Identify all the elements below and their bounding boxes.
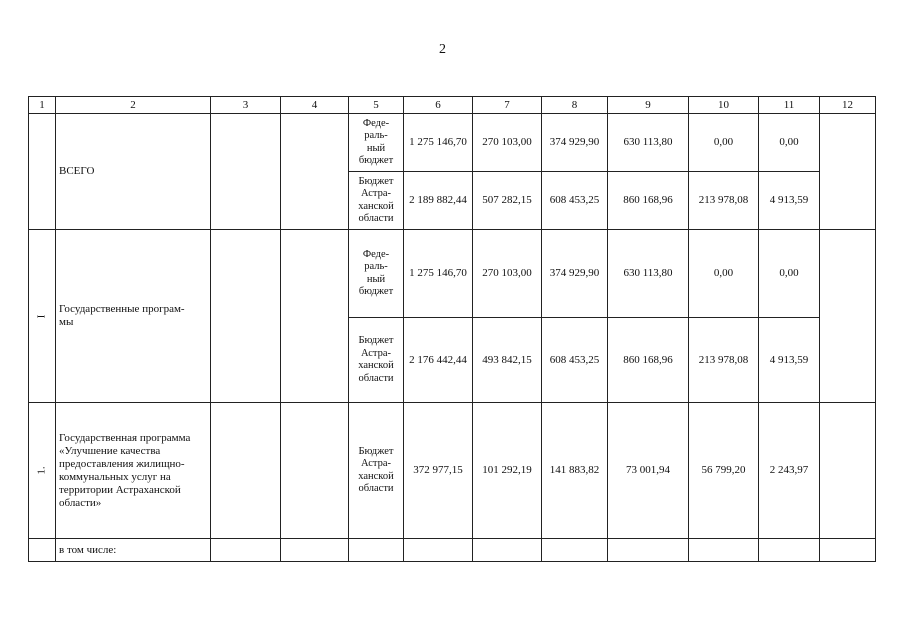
value-cell: 73 001,94: [608, 403, 689, 539]
including-label: в том числе:: [56, 539, 211, 562]
table-row: [29, 539, 876, 562]
funding-source: Феде- раль- ный бюджет: [349, 114, 404, 172]
empty-cell: [29, 539, 56, 562]
funding-source: Феде- раль- ный бюджет: [349, 230, 404, 318]
empty-cell: [820, 539, 876, 562]
table-row: [29, 114, 876, 172]
row-name: ВСЕГО: [56, 114, 211, 230]
col-header-6: 6: [404, 97, 473, 114]
column-number-row: [29, 97, 876, 114]
value-cell: 507 282,15: [473, 172, 542, 230]
empty-cell: [542, 539, 608, 562]
funding-source: Бюджет Астра- ханской области: [349, 318, 404, 403]
value-cell: 2 189 882,44: [404, 172, 473, 230]
col-header-9: 9: [608, 97, 689, 114]
budget-table: [28, 96, 876, 562]
row-number: I: [35, 314, 48, 318]
row-name: Государственные програм- мы: [56, 230, 211, 403]
value-cell: 4 913,59: [759, 172, 820, 230]
col-header-11: 11: [759, 97, 820, 114]
empty-cell: [281, 539, 349, 562]
value-cell: 372 977,15: [404, 403, 473, 539]
table-row: [29, 403, 876, 539]
value-cell: 0,00: [689, 114, 759, 172]
value-cell: 56 799,20: [689, 403, 759, 539]
funding-source: Бюджет Астра- ханской области: [349, 403, 404, 539]
empty-cell: [281, 114, 349, 230]
empty-cell: [608, 539, 689, 562]
value-cell: 0,00: [759, 114, 820, 172]
funding-source: Бюджет Астра- ханской области: [349, 172, 404, 230]
empty-cell: [211, 539, 281, 562]
value-cell: 0,00: [689, 230, 759, 318]
empty-cell: [211, 403, 281, 539]
empty-cell: [473, 539, 542, 562]
value-cell: 374 929,90: [542, 230, 608, 318]
col-header-7: 7: [473, 97, 542, 114]
empty-cell: [281, 230, 349, 403]
col-header-5: 5: [349, 97, 404, 114]
row-number-cell: [29, 403, 56, 539]
value-cell: 101 292,19: [473, 403, 542, 539]
value-cell: 4 913,59: [759, 318, 820, 403]
empty-cell: [349, 539, 404, 562]
empty-cell: [211, 230, 281, 403]
row-number: 1.: [35, 466, 48, 475]
value-cell: 2 176 442,44: [404, 318, 473, 403]
value-cell: 1 275 146,70: [404, 230, 473, 318]
value-cell: 630 113,80: [608, 230, 689, 318]
empty-cell: [820, 403, 876, 539]
table-row: [29, 230, 876, 318]
value-cell: 860 168,96: [608, 318, 689, 403]
col-header-3: 3: [211, 97, 281, 114]
col-header-12: 12: [820, 97, 876, 114]
empty-cell: [820, 230, 876, 403]
value-cell: 2 243,97: [759, 403, 820, 539]
col-header-2: 2: [56, 97, 211, 114]
value-cell: 270 103,00: [473, 114, 542, 172]
empty-cell: [281, 403, 349, 539]
value-cell: 630 113,80: [608, 114, 689, 172]
value-cell: 608 453,25: [542, 318, 608, 403]
value-cell: 860 168,96: [608, 172, 689, 230]
col-header-4: 4: [281, 97, 349, 114]
row-name: Государственная программа «Улучшение качества предоставления жилищно- коммунальных услуг на территории Астраханской области»: [56, 403, 211, 539]
empty-cell: [211, 114, 281, 230]
value-cell: 608 453,25: [542, 172, 608, 230]
value-cell: 493 842,15: [473, 318, 542, 403]
row-number-cell: [29, 230, 56, 403]
value-cell: 213 978,08: [689, 318, 759, 403]
empty-cell: [404, 539, 473, 562]
page-number: 2: [439, 42, 446, 57]
empty-cell: [820, 114, 876, 230]
value-cell: 213 978,08: [689, 172, 759, 230]
value-cell: 374 929,90: [542, 114, 608, 172]
value-cell: 1 275 146,70: [404, 114, 473, 172]
col-header-10: 10: [689, 97, 759, 114]
empty-cell: [689, 539, 759, 562]
empty-cell: [759, 539, 820, 562]
value-cell: 0,00: [759, 230, 820, 318]
col-header-8: 8: [542, 97, 608, 114]
value-cell: 270 103,00: [473, 230, 542, 318]
value-cell: 141 883,82: [542, 403, 608, 539]
col-header-1: 1: [29, 97, 56, 114]
row-number-cell: [29, 114, 56, 230]
